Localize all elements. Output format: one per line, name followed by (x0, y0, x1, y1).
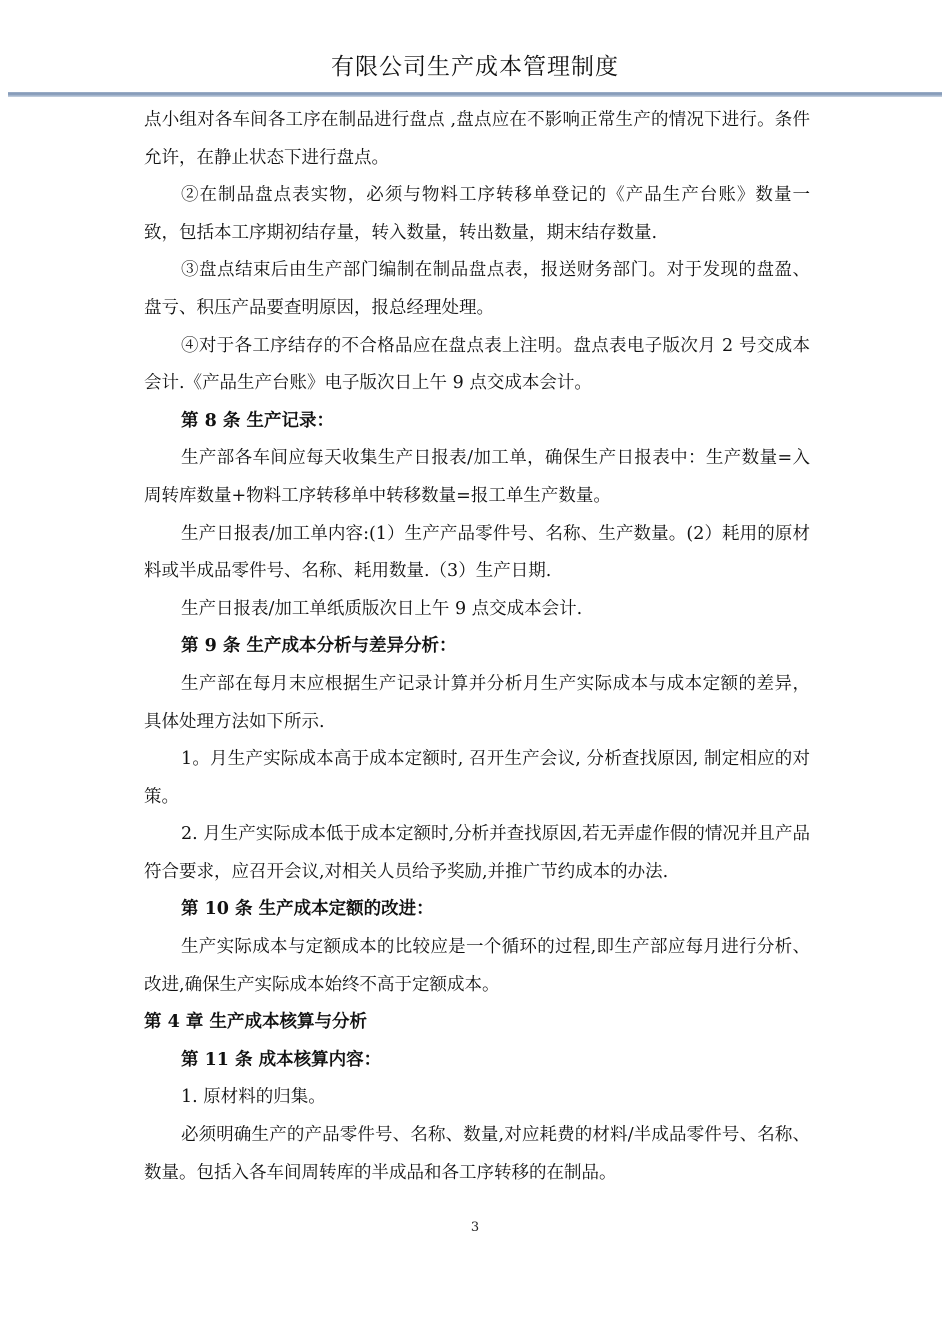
paragraph: 1。月生产实际成本高于成本定额时, 召开生产会议, 分析查找原因, 制定相应的对策。 (144, 749, 810, 807)
paragraph: 生产部各车间应每天收集生产日报表/加工单，确保生产日报表中：生产数量=入周转库数量+物料工序转移单中转移数量=报工单生产数量。 (144, 448, 810, 506)
paragraph: 生产部在每月末应根据生产记录计算并分析月生产实际成本与成本定额的差异，具体处理方法如下所示. (144, 673, 810, 732)
article-heading: 第 9 条 生产成本分析与差异分析： (181, 636, 457, 657)
paragraph: 生产日报表/加工单内容:(1）生产产品零件号、名称、生产数量。(2）耗用的原材料或半成品零件号、名称、耗用数量.（3）生产日期. (144, 523, 810, 582)
paragraph: 点小组对各车间各工序在制品进行盘点 ,盘点应在不影响正常生产的情况下进行。条件允许，在静止状态下进行盘点。 (144, 110, 810, 168)
header-divider (8, 92, 942, 97)
chapter-heading: 第 4 章 生产成本核算与分析 (144, 1012, 367, 1033)
article-heading: 第 11 条 成本核算内容： (181, 1049, 382, 1070)
page-header-title: 有限公司生产成本管理制度 (331, 54, 619, 80)
paragraph: 生产日报表/加工单纸质版次日上午 9 点交成本会计. (181, 598, 583, 619)
paragraph: ④对于各工序结存的不合格品应在盘点表上注明。盘点表电子版次月 2 号交成本会计.《产品生产台账》电子版次日上午 9 点交成本会计。 (144, 335, 810, 394)
paragraph: 2. 月生产实际成本低于成本定额时,分析并查找原因,若无弄虚作假的情况并且产品符合要求，应召开会议,对相关人员给予奖励,并推广节约成本的办法. (144, 824, 810, 882)
article-heading: 第 8 条 生产记录： (181, 410, 334, 431)
paragraph: ②在制品盘点表实物，必须与物料工序转移单登记的《产品生产台账》数量一致，包括本工序期初结存量，转入数量，转出数量，期末结存数量. (144, 185, 810, 243)
page-number: 3 (470, 1220, 480, 1235)
paragraph: 1. 原材料的归集。 (181, 1087, 326, 1108)
paragraph: 生产实际成本与定额成本的比较应是一个循环的过程,即生产部应每月进行分析、改进,确保生产实际成本始终不高于定额成本。 (144, 937, 810, 995)
article-heading: 第 10 条 生产成本定额的改进： (181, 899, 434, 920)
document-body (144, 102, 810, 1192)
paragraph: ③盘点结束后由生产部门编制在制品盘点表，报送财务部门。对于发现的盘盈、盘亏、积压产品要查明原因，报总经理处理。 (144, 260, 810, 318)
paragraph: 必须明确生产的产品零件号、名称、数量,对应耗费的材料/半成品零件号、名称、数量。包括入各车间周转库的半成品和各工序转移的在制品。 (144, 1125, 810, 1183)
